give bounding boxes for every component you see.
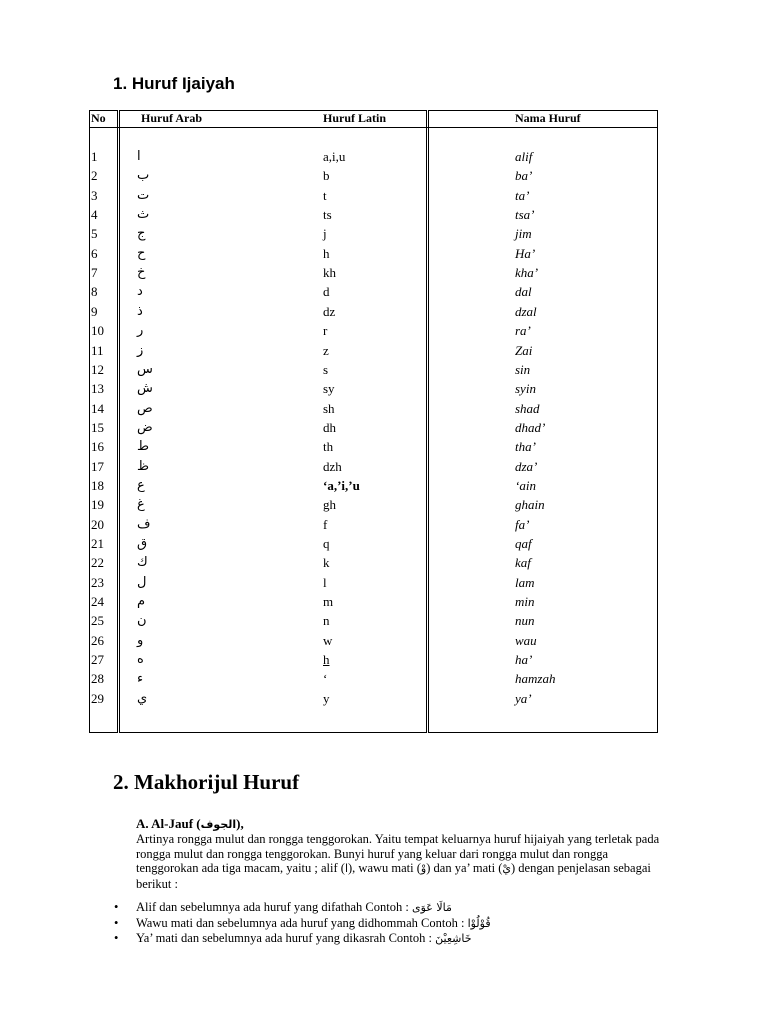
alif-glyph: ا [344,862,349,875]
cell-huruf-latin: a,i,u [323,149,346,164]
table-row [89,401,658,420]
cell-huruf-latin: sy [323,381,335,397]
table-row [89,323,658,342]
cell-nama-huruf: Zai [515,342,533,358]
cell-nama-huruf: dal [515,284,532,300]
paragraph-part-4: ) dengan penjelasan sebagai berikut : [136,861,651,891]
cell-nama-huruf: dhad’ [515,419,546,435]
bullet-text: Alif dan sebelumnya ada huruf yang difathah Contoh : [136,900,412,914]
cell-huruf-latin: s [323,361,329,377]
cell-nama-huruf: qaf [515,536,532,551]
cell-nama-huruf: nun [515,613,535,629]
cell-nama-huruf: ba’ [515,168,533,184]
cell-nama-huruf: sin [515,361,531,377]
cell-huruf-latin: d [323,284,330,300]
cell-huruf-latin: th [323,439,334,455]
cell-huruf-arab: ظ [137,458,150,474]
cell-huruf-arab: ي [137,690,148,706]
cell-nama-huruf: tsa’ [515,207,535,223]
table-row [89,343,658,362]
bullet-text: Wawu mati dan sebelumnya ada huruf yang didhommah Contoh : [136,915,468,930]
cell-huruf-arab: ت [137,187,150,203]
bullet-text: Ya’ mati dan sebelumnya ada huruf yang dikasrah Contoh : [136,931,436,945]
cell-huruf-arab: ف [137,516,151,532]
cell-nama-huruf: ha’ [515,652,533,668]
cell-huruf-arab: ج [137,226,146,242]
table-row [89,439,658,458]
cell-huruf-arab: ط [137,439,150,455]
cell-nama-huruf: Ha’ [515,245,536,261]
table-row [89,265,658,284]
cell-huruf-arab: ه [137,652,144,668]
subsection-arabic: الجوف [200,818,237,831]
header-no: No [91,111,106,125]
cell-huruf-latin: f [323,516,328,532]
cell-no: 15 [91,419,104,435]
cell-nama-huruf: fa’ [515,516,530,532]
cell-nama-huruf: lam [515,574,535,590]
al-jauf-paragraph [136,832,666,891]
cell-huruf-arab: ن [137,613,147,629]
table-row [89,188,658,207]
cell-huruf-latin: n [323,613,330,629]
cell-huruf-arab: ء [137,671,144,687]
cell-no: 9 [91,303,98,319]
cell-nama-huruf: ra’ [515,323,531,339]
cell-nama-huruf: ‘ain [515,477,536,493]
table-row [89,420,658,439]
cell-huruf-arab: ق [137,536,148,551]
cell-huruf-arab: ذ [137,303,143,319]
subsection-al-jauf [136,816,244,832]
cell-huruf-arab: ر [137,323,144,339]
cell-no: 16 [91,439,104,455]
cell-huruf-arab: ح [137,245,146,261]
cell-huruf-arab: و [137,632,144,648]
cell-nama-huruf: min [515,594,535,610]
cell-nama-huruf: ya’ [515,690,532,706]
cell-no: 12 [91,361,104,377]
paragraph-part-2: ), wawu mati ( [348,861,421,875]
cell-huruf-arab: غ [137,497,145,513]
header-divider [89,127,658,128]
table-row [89,284,658,303]
table-row [89,381,658,400]
section-1-title: 1. Huruf Ijaiyah [113,74,235,93]
cell-nama-huruf: hamzah [515,671,556,687]
cell-no: 7 [91,265,98,281]
cell-huruf-latin: kh [323,265,336,281]
paragraph-part-3: ) dan ya’ mati ( [426,861,503,875]
cell-huruf-latin: gh [323,497,336,513]
list-item [100,900,660,916]
table-row [89,575,658,594]
cell-huruf-latin: sh [323,400,335,416]
cell-huruf-latin: l [323,574,327,590]
cell-huruf-arab: د [137,284,143,300]
header-huruf-latin: Huruf Latin [323,111,387,125]
cell-huruf-arab: ض [137,419,153,435]
cell-huruf-latin: y [323,690,330,706]
cell-no: 21 [91,536,104,551]
bullet-icon: • [114,915,119,930]
cell-huruf-arab: ل [137,574,147,590]
cell-nama-huruf: ghain [515,497,545,513]
cell-nama-huruf: jim [515,226,532,242]
cell-nama-huruf: ta’ [515,187,530,203]
table-row [89,459,658,478]
cell-huruf-latin: w [323,632,333,648]
table-row [89,555,658,574]
cell-no: 25 [91,613,104,629]
header-huruf-arab: Huruf Arab [141,111,203,125]
cell-huruf-latin: dzh [323,458,342,474]
cell-no: 10 [91,323,104,339]
cell-no: 2 [91,168,98,184]
cell-nama-huruf: tha’ [515,439,536,455]
table-row [89,246,658,265]
huruf-table [89,110,658,735]
table-row [89,691,658,710]
bullet-icon: • [114,931,119,945]
cell-no: 4 [91,207,98,223]
cell-huruf-latin: b [323,168,330,184]
cell-nama-huruf: kha’ [515,265,539,281]
cell-huruf-arab: س [137,361,153,377]
wawu-glyph: وْ [420,862,427,875]
cell-no: 28 [91,671,104,687]
bullet-arabic: قُوْلُوْا [467,916,491,930]
table-row [89,168,658,187]
table-row [89,497,658,516]
table-row [89,613,658,632]
table-row [89,362,658,381]
cell-nama-huruf: wau [515,632,537,648]
cell-huruf-latin: h [323,652,330,668]
cell-no: 19 [91,497,104,513]
example-list [100,900,660,947]
cell-huruf-latin: dz [323,303,336,319]
bullet-icon: • [114,900,119,914]
table-row [89,478,658,497]
cell-huruf-arab: م [137,594,146,610]
cell-huruf-latin: h [323,245,330,261]
cell-huruf-arab: خ [137,265,146,281]
cell-huruf-arab: ك [137,555,148,571]
table-row [89,671,658,690]
list-item [100,916,660,932]
cell-no: 20 [91,516,104,532]
cell-huruf-arab: ز [137,342,144,358]
bullet-arabic: خَاشِعِيْنَ [435,932,472,945]
bullet-arabic: مَالَا عَوَى [411,901,452,914]
table-row [89,652,658,671]
cell-huruf-latin: t [323,187,327,203]
cell-nama-huruf: dzal [515,303,537,319]
cell-no: 8 [91,284,98,300]
table-row [89,304,658,323]
cell-huruf-arab: ص [137,400,153,416]
list-item [100,931,660,947]
table-row [89,207,658,226]
cell-huruf-latin: k [323,555,330,571]
cell-nama-huruf: dza’ [515,458,538,474]
paragraph-part-1: Artinya rongga mulut dan rongga tenggorokan. Yaitu tempat keluarnya huruf hijaiyah yang terletak pada rongga mulut dan rongga tenggorokan. Bunyi huruf yang keluar dari rongga mulut dan rongga tenggorokan ada tiga macam, yaitu ; alif ( [136,832,660,875]
cell-huruf-latin: z [323,342,329,358]
cell-huruf-arab: ش [137,381,153,397]
cell-huruf-arab: ث [137,207,150,223]
cell-no: 6 [91,245,98,261]
cell-no: 18 [91,477,104,493]
cell-no: 22 [91,555,104,571]
cell-nama-huruf: alif [515,149,533,164]
cell-no: 14 [91,400,104,416]
cell-nama-huruf: kaf [515,555,531,571]
subsection-label: A. Al-Jauf ( [136,816,201,831]
cell-nama-huruf: shad [515,400,540,416]
cell-huruf-arab: ع [137,477,145,493]
cell-no: 13 [91,381,104,397]
cell-no: 11 [91,342,104,358]
cell-huruf-latin: ‘a,’i,’u [323,477,360,493]
section-2-title: 2. Makhorijul Huruf [113,770,300,794]
ya-glyph: يْ [502,862,511,875]
cell-huruf-latin: q [323,536,330,551]
cell-huruf-latin: m [323,594,334,610]
table-row [89,226,658,245]
table-row [89,149,658,168]
subsection-end: ), [236,816,244,831]
table-row [89,536,658,555]
cell-no: 27 [91,652,104,668]
cell-huruf-arab: ب [137,168,150,184]
cell-no: 23 [91,574,104,590]
table-row [89,594,658,613]
cell-huruf-arab: ا [137,149,141,164]
cell-huruf-latin: dh [323,419,336,435]
table-row [89,633,658,652]
cell-huruf-latin: j [323,226,327,242]
cell-no: 3 [91,187,98,203]
cell-huruf-latin: r [323,323,328,339]
cell-no: 1 [91,149,98,164]
cell-huruf-latin: ts [323,207,332,223]
cell-nama-huruf: syin [515,381,536,397]
header-nama-huruf: Nama Huruf [515,111,581,125]
cell-no: 29 [91,690,104,706]
cell-no: 5 [91,226,98,242]
cell-no: 17 [91,458,104,474]
cell-no: 26 [91,632,104,648]
cell-huruf-latin: ‘ [323,671,328,687]
table-row [89,517,658,536]
cell-no: 24 [91,594,104,610]
